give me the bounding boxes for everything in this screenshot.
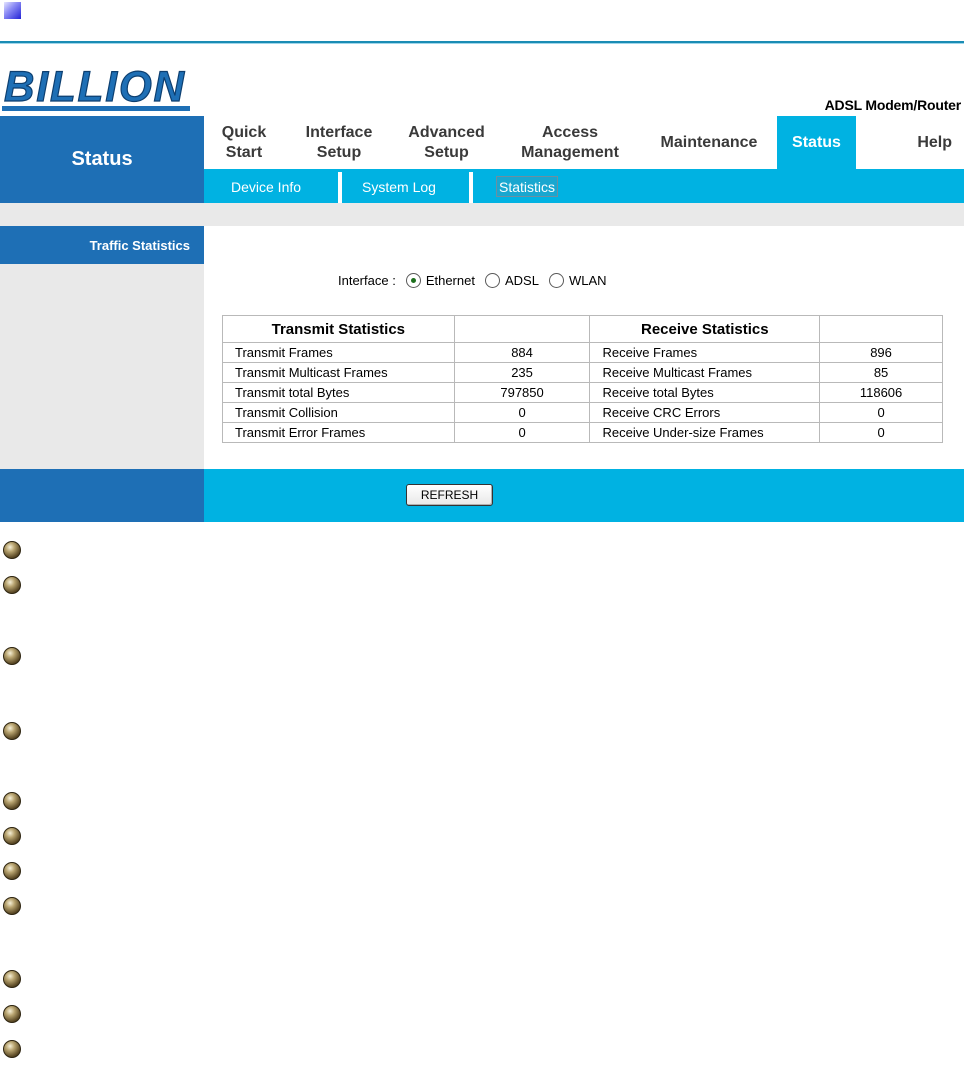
top-divider (0, 41, 964, 44)
footer-bar (204, 469, 964, 522)
rx-value: 118606 (820, 383, 943, 403)
tx-value: 235 (454, 363, 590, 383)
subnav-separator (469, 172, 473, 203)
radio-adsl[interactable] (485, 273, 500, 288)
nav-advanced-setup[interactable]: Advanced Setup (408, 123, 485, 161)
subnav-device-info[interactable]: Device Info (231, 179, 302, 195)
section-title: Status (71, 148, 133, 170)
product-name: ADSL Modem/Router (824, 97, 961, 113)
nav-help[interactable]: Help (917, 133, 952, 151)
tx-value: 884 (454, 343, 590, 363)
tx-value: 797850 (454, 383, 590, 403)
receive-header: Receive Statistics (590, 316, 820, 343)
bullet-icon (3, 827, 21, 845)
footer-left-block (0, 469, 204, 522)
rx-value: 896 (820, 343, 943, 363)
nav-maintenance[interactable]: Maintenance (660, 133, 758, 151)
nav-quick-start[interactable]: Quick Start (221, 123, 267, 161)
receive-value-header (820, 316, 943, 343)
table-row (223, 383, 943, 403)
table-row (223, 363, 943, 383)
main-nav (204, 116, 964, 169)
nav-access-management[interactable]: Access Management (521, 123, 619, 161)
bullet-icon (3, 541, 21, 559)
billion-logo (2, 64, 190, 112)
rx-value: 85 (820, 363, 943, 383)
radio-wlan-label: WLAN (568, 272, 607, 288)
bullet-icon (3, 862, 21, 880)
table-row (223, 403, 943, 423)
gray-band (0, 203, 964, 226)
subnav-statistics[interactable]: Statistics (496, 176, 558, 197)
transmit-header: Transmit Statistics (223, 316, 455, 343)
rx-label: Receive total Bytes (590, 383, 820, 403)
bullet-icon (3, 897, 21, 915)
bullet-icon (3, 1005, 21, 1023)
bullet-icon (3, 576, 21, 594)
subnav-separator (338, 172, 342, 203)
bullet-icon (3, 722, 21, 740)
corner-marker-icon (4, 2, 21, 19)
table-header-row (223, 316, 943, 343)
bullet-icon (3, 647, 21, 665)
refresh-button[interactable]: REFRESH (406, 484, 493, 506)
tx-value: 0 (454, 403, 590, 423)
tx-label: Transmit Collision (223, 403, 455, 423)
bullet-icon (3, 970, 21, 988)
radio-adsl-label: ADSL (504, 272, 539, 288)
tx-label: Transmit Frames (223, 343, 455, 363)
rx-label: Receive CRC Errors (590, 403, 820, 423)
subnav-system-log[interactable]: System Log (362, 179, 436, 195)
table-row (223, 343, 943, 363)
svg-text:BILLION: BILLION (4, 64, 186, 111)
tx-label: Transmit Error Frames (223, 423, 455, 443)
radio-ethernet-label: Ethernet (425, 272, 475, 288)
sub-nav (204, 169, 964, 203)
nav-status[interactable]: Status (777, 116, 856, 169)
tx-value: 0 (454, 423, 590, 443)
rx-label: Receive Under-size Frames (590, 423, 820, 443)
radio-wlan[interactable] (549, 273, 564, 288)
interface-selector (338, 270, 607, 290)
rx-label: Receive Multicast Frames (590, 363, 820, 383)
tx-label: Transmit total Bytes (223, 383, 455, 403)
transmit-value-header (454, 316, 590, 343)
bullet-icon (3, 1040, 21, 1058)
rx-value: 0 (820, 403, 943, 423)
traffic-statistics-table (222, 315, 943, 443)
tx-label: Transmit Multicast Frames (223, 363, 455, 383)
rx-label: Receive Frames (590, 343, 820, 363)
rx-value: 0 (820, 423, 943, 443)
table-row (223, 423, 943, 443)
radio-ethernet[interactable] (406, 273, 421, 288)
nav-interface-setup[interactable]: Interface Setup (305, 123, 373, 161)
bullet-icon (3, 792, 21, 810)
side-label-traffic-statistics: Traffic Statistics (0, 226, 204, 264)
interface-label: Interface : (338, 272, 396, 288)
